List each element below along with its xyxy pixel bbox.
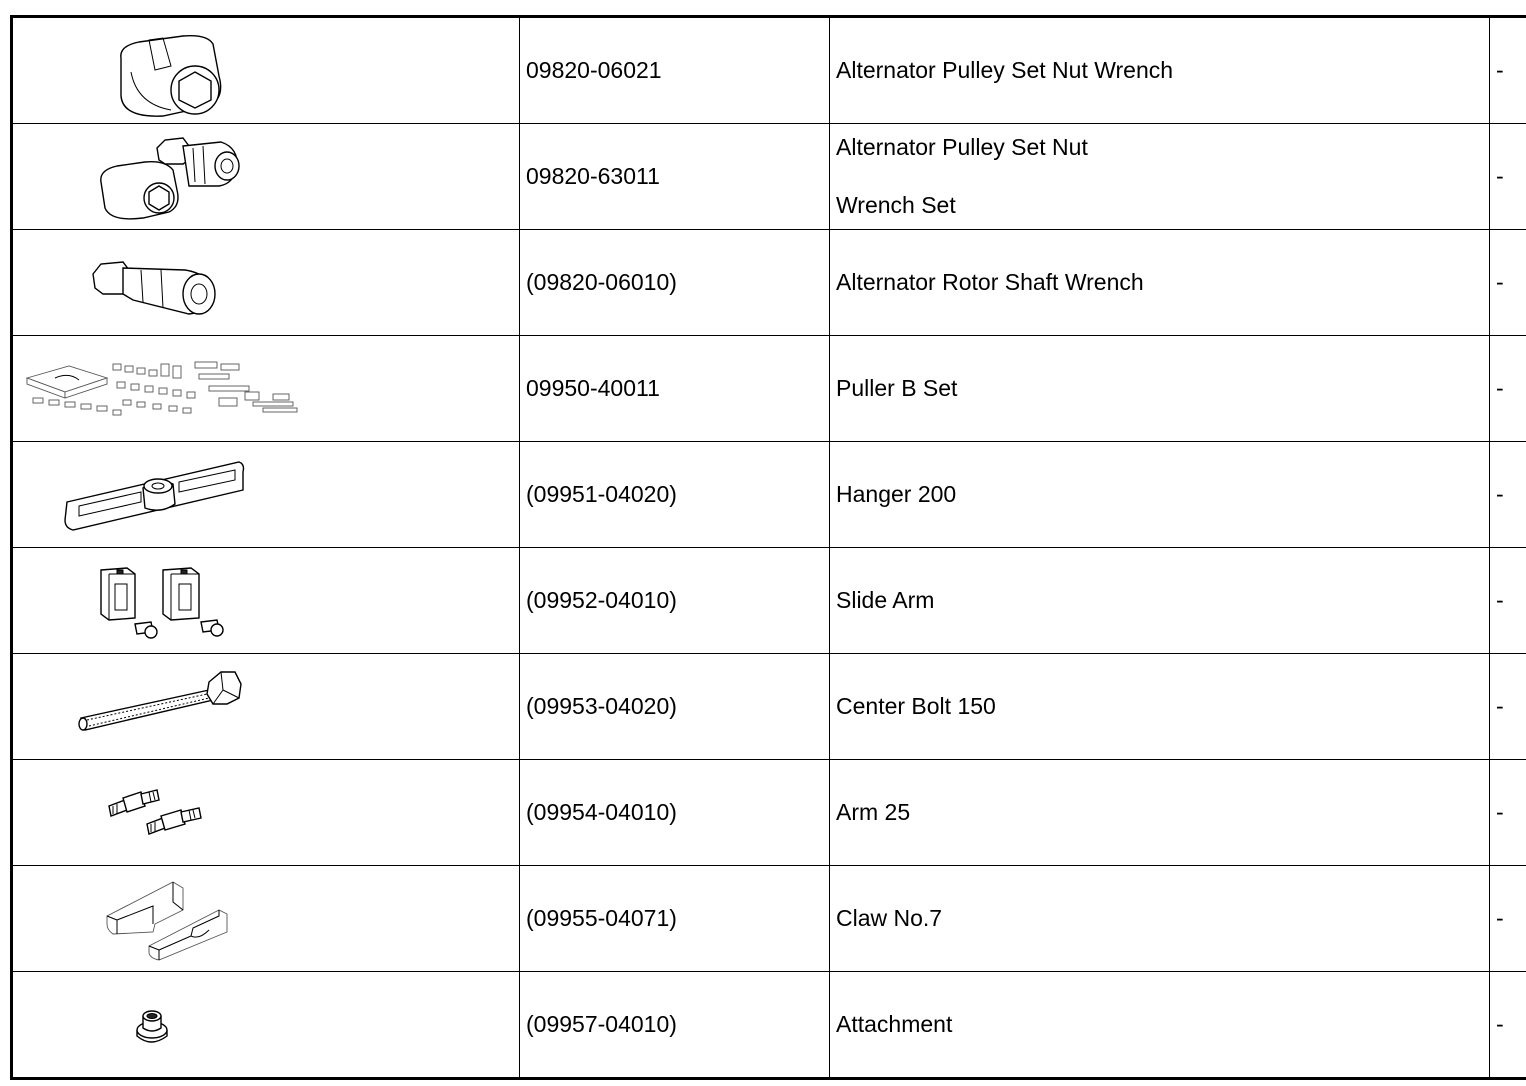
table-row [12,230,1526,336]
table-row [12,548,1526,654]
illustration-cell [12,230,520,336]
tool-name-line: Alternator Pulley Set Nut Wrench [836,56,1174,83]
table-row [12,760,1526,866]
special-service-tools-table [10,15,1526,1080]
tool-name [830,654,1490,760]
illustration-cell [12,972,520,1079]
claw-icon [13,866,519,971]
note: - [1490,124,1526,230]
tool-name [830,760,1490,866]
table-row [12,866,1526,972]
tool-name-line: Alternator Rotor Shaft Wrench [836,268,1144,295]
tool-name [830,336,1490,442]
tool-name [830,972,1490,1079]
part-number: (09951-04020) [520,442,830,548]
center-bolt-icon [13,654,519,759]
part-number: (09957-04010) [520,972,830,1079]
note: - [1490,548,1526,654]
part-number: (09952-04010) [520,548,830,654]
part-number: (09953-04020) [520,654,830,760]
slide-arm-icon [13,548,519,653]
tool-name [830,548,1490,654]
tool-name-line: Arm 25 [836,798,911,825]
arm-icon [13,760,519,865]
note: - [1490,760,1526,866]
hanger-icon [13,442,519,547]
part-number: (09954-04010) [520,760,830,866]
illustration-cell [12,124,520,230]
tool-name-line: Slide Arm [836,586,935,613]
note: - [1490,336,1526,442]
tool-name-line: Alternator Pulley Set Nut [836,133,1088,160]
part-number: 09820-63011 [520,124,830,230]
tool-name-line: Puller B Set [836,374,958,401]
wrench-set-icon [13,124,519,229]
table-row [12,442,1526,548]
rotor-shaft-wrench-icon [13,230,519,335]
tool-name-line: Attachment [836,1010,953,1037]
part-number: 09820-06021 [520,17,830,124]
table-row [12,336,1526,442]
note: - [1490,230,1526,336]
note: - [1490,972,1526,1079]
tool-name-line: Hanger 200 [836,480,957,507]
tool-name-line: Wrench Set [836,191,956,218]
note: - [1490,17,1526,124]
alternator-pulley-nut-wrench-icon [13,18,519,123]
tool-name [830,866,1490,972]
part-number: 09950-40011 [520,336,830,442]
illustration-cell [12,336,520,442]
table-row [12,124,1526,230]
table-row [12,17,1526,124]
illustration-cell [12,760,520,866]
note: - [1490,442,1526,548]
illustration-cell [12,442,520,548]
tool-name [830,230,1490,336]
note: - [1490,654,1526,760]
part-number: (09820-06010) [520,230,830,336]
illustration-cell [12,654,520,760]
puller-set-icon [13,336,519,441]
illustration-cell [12,866,520,972]
part-number: (09955-04071) [520,866,830,972]
tool-name-line: Center Bolt 150 [836,692,996,719]
attachment-icon [13,972,519,1077]
illustration-cell [12,548,520,654]
tool-name [830,17,1490,124]
illustration-cell [12,17,520,124]
table-row [12,972,1526,1079]
tool-name-line: Claw No.7 [836,904,943,931]
table-row [12,654,1526,760]
tool-name [830,442,1490,548]
tool-name [830,124,1490,230]
note: - [1490,866,1526,972]
